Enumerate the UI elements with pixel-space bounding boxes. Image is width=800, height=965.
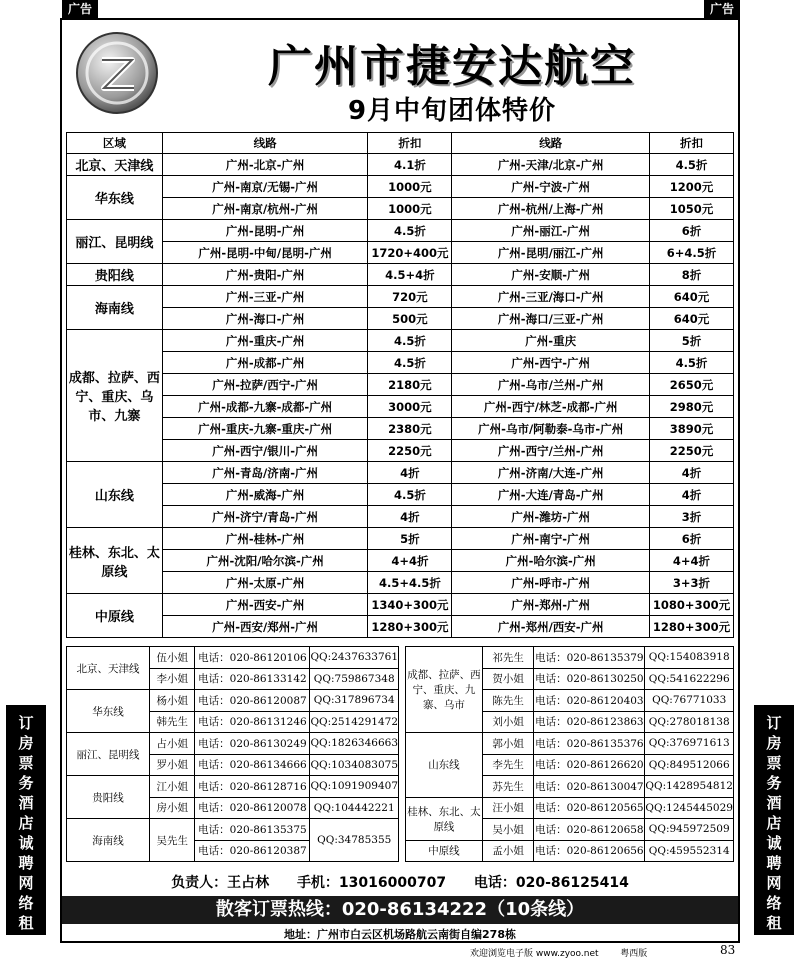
contact-name: 江小姐: [150, 776, 195, 798]
side-banner-right: [754, 705, 794, 952]
contact-phone: 电话：020-86120565: [534, 797, 645, 819]
discount-cell: 4+4折: [650, 550, 734, 572]
discount-cell: 4折: [650, 462, 734, 484]
contact-phone: 电话：020-86130250: [534, 668, 645, 690]
side-banner-char: 务: [766, 774, 782, 792]
discount-cell: 4.5+4折: [368, 264, 452, 286]
contact-name: 祁先生: [482, 647, 533, 669]
price-header-cell: 区域: [67, 133, 163, 154]
discount-cell: 2650元: [650, 374, 734, 396]
side-banner-left: [6, 705, 46, 952]
route-cell: 广州-郑州-广州: [452, 594, 650, 616]
route-cell: 广州-大连/青岛-广州: [452, 484, 650, 506]
discount-cell: 3+3折: [650, 572, 734, 594]
route-cell: 广州-昆明-广州: [162, 220, 368, 242]
discount-cell: 2250元: [368, 440, 452, 462]
contact-qq: QQ:317896734: [310, 690, 399, 712]
price-row: [67, 220, 734, 242]
route-cell: 广州-西安-广州: [162, 594, 368, 616]
contact-phone: 电话：020-86120078: [195, 797, 310, 819]
contact-region: 丽江、昆明线: [67, 733, 150, 776]
discount-cell: 2180元: [368, 374, 452, 396]
price-row: [67, 264, 734, 286]
contact-region: 中原线: [405, 840, 482, 862]
price-row: [67, 242, 734, 264]
discount-cell: 3折: [650, 506, 734, 528]
route-cell: 广州-青岛/济南-广州: [162, 462, 368, 484]
price-row: [67, 308, 734, 330]
discount-cell: 5折: [368, 528, 452, 550]
discount-cell: 4折: [368, 506, 452, 528]
z-circle-logo-icon: [74, 30, 160, 116]
discount-cell: 3000元: [368, 396, 452, 418]
contact-qq: QQ:945972509: [645, 819, 734, 841]
contact-name: 刘小姐: [482, 711, 533, 733]
advertisement-panel: [60, 18, 740, 943]
region-cell: 山东线: [67, 462, 163, 528]
discount-cell: 8折: [650, 264, 734, 286]
contact-name: 郭小姐: [482, 733, 533, 755]
side-banner-char: 聘: [18, 854, 34, 872]
discount-cell: 1000元: [368, 198, 452, 220]
side-banner-char: 票: [766, 754, 782, 772]
manager-info: [62, 872, 738, 892]
route-cell: 广州-拉萨/西宁-广州: [162, 374, 368, 396]
contact-phone: 电话：020-86135376: [534, 733, 645, 755]
contact-phone: 电话：020-86123863: [534, 711, 645, 733]
price-row: [67, 396, 734, 418]
price-row: [67, 462, 734, 484]
region-cell: 北京、天津线: [67, 154, 163, 176]
discount-cell: 4.5+4.5折: [368, 572, 452, 594]
contact-qq: QQ:76771033: [645, 690, 734, 712]
route-cell: 广州-重庆: [452, 330, 650, 352]
discount-cell: 4+4折: [368, 550, 452, 572]
contact-qq: QQ:278018138: [645, 711, 734, 733]
contact-name: 贺小姐: [482, 668, 533, 690]
contact-name: 吴先生: [150, 819, 195, 862]
discount-cell: 4.5折: [368, 220, 452, 242]
discount-cell: 640元: [650, 308, 734, 330]
price-row: [67, 484, 734, 506]
side-banner-char: 房: [18, 734, 34, 752]
contact-region: 贵阳线: [67, 776, 150, 819]
page-number: 83: [720, 943, 736, 957]
discount-cell: 2380元: [368, 418, 452, 440]
price-row: [67, 330, 734, 352]
contact-phone: 电话：020-86130249: [195, 733, 310, 755]
side-banner-char: 车: [766, 934, 782, 952]
contact-qq: QQ:34785355: [310, 819, 399, 862]
contact-phone: 电话：020-86126620: [534, 754, 645, 776]
contact-qq: QQ:1091909407: [310, 776, 399, 798]
contact-phone: 电话：020-86135379: [534, 647, 645, 669]
route-cell: 广州-宁波-广州: [452, 176, 650, 198]
contact-qq: QQ:1826346663: [310, 733, 399, 755]
contact-qq: QQ:541622296: [645, 668, 734, 690]
route-cell: 广州-乌市/兰州-广州: [452, 374, 650, 396]
region-cell: 桂林、东北、太原线: [67, 528, 163, 594]
price-header-cell: 折扣: [650, 133, 734, 154]
route-cell: 广州-太原-广州: [162, 572, 368, 594]
side-banner-char: 车: [18, 934, 34, 952]
price-row: [67, 418, 734, 440]
contact-phone: 电话：020-86120387: [195, 840, 310, 862]
contact-phone: 电话：020-86131246: [195, 711, 310, 733]
contact-region: 山东线: [405, 733, 482, 798]
route-cell: 广州-西宁/银川-广州: [162, 440, 368, 462]
price-row: [67, 616, 734, 638]
manager-phone: 电话：020-86125414: [473, 875, 629, 891]
discount-cell: 4.5折: [650, 154, 734, 176]
page-subtitle: 9月中旬团体特价: [347, 96, 557, 126]
contact-region: 成都、拉萨、西宁、重庆、九寨、乌市: [405, 647, 482, 733]
side-banner-char: 诚: [18, 834, 34, 852]
route-cell: 广州-重庆-九寨-重庆-广州: [162, 418, 368, 440]
route-cell: 广州-成都-九寨-成都-广州: [162, 396, 368, 418]
route-cell: 广州-南宁-广州: [452, 528, 650, 550]
region-cell: 丽江、昆明线: [67, 220, 163, 264]
contact-phone: 电话：020-86134666: [195, 754, 310, 776]
contact-qq: QQ:154083918: [645, 647, 734, 669]
contact-phone: 电话：020-86135375: [195, 819, 310, 841]
route-cell: 广州-西宁/兰州-广州: [452, 440, 650, 462]
price-row: [67, 154, 734, 176]
price-header-cell: 线路: [162, 133, 368, 154]
contact-name: 韩先生: [150, 711, 195, 733]
route-cell: 广州-呼市-广州: [452, 572, 650, 594]
manager-mobile: 手机：13016000707: [296, 875, 447, 891]
discount-cell: 1280+300元: [368, 616, 452, 638]
price-header-cell: 线路: [452, 133, 650, 154]
price-row: [67, 594, 734, 616]
route-cell: 广州-贵阳-广州: [162, 264, 368, 286]
discount-cell: 4折: [650, 484, 734, 506]
price-row: [67, 572, 734, 594]
side-banner-char: 诚: [766, 834, 782, 852]
contact-name: 吴小姐: [482, 819, 533, 841]
price-row: [67, 528, 734, 550]
route-cell: 广州-海口/三亚-广州: [452, 308, 650, 330]
side-banner-char: 租: [18, 914, 34, 932]
ad-tag-left: 广告: [62, 0, 98, 18]
contact-phone: 电话：020-86128716: [195, 776, 310, 798]
route-cell: 广州-乌市/阿勒泰-乌市-广州: [452, 418, 650, 440]
contact-name: 罗小姐: [150, 754, 195, 776]
contact-phone: 电话：020-86120106: [195, 647, 310, 669]
region-cell: 华东线: [67, 176, 163, 220]
contact-name: 伍小姐: [150, 647, 195, 669]
office-address: 地址：广州市白云区机场路航云南街自编278栋: [284, 928, 516, 941]
contact-qq: QQ:1245445029: [645, 797, 734, 819]
discount-cell: 1050元: [650, 198, 734, 220]
discount-cell: 6折: [650, 220, 734, 242]
price-row: [67, 352, 734, 374]
side-banner-char: 订: [766, 714, 782, 732]
contact-name: 苏先生: [482, 776, 533, 798]
route-cell: 广州-昆明/丽江-广州: [452, 242, 650, 264]
discount-cell: 1340+300元: [368, 594, 452, 616]
route-cell: 广州-南京/无锡-广州: [162, 176, 368, 198]
region-cell: 中原线: [67, 594, 163, 638]
contact-phone: 电话：020-86120656: [534, 840, 645, 862]
price-row: [67, 374, 734, 396]
route-cell: 广州-济宁/青岛-广州: [162, 506, 368, 528]
price-row: [67, 286, 734, 308]
route-cell: 广州-哈尔滨-广州: [452, 550, 650, 572]
route-cell: 广州-丽江-广州: [452, 220, 650, 242]
discount-cell: 2980元: [650, 396, 734, 418]
side-banner-char: 络: [18, 894, 34, 912]
contact-qq: QQ:849512066: [645, 754, 734, 776]
contact-qq: QQ:2437633761: [310, 647, 399, 669]
discount-cell: 1280+300元: [650, 616, 734, 638]
contact-name: 李先生: [482, 754, 533, 776]
contacts-divider: [399, 647, 406, 862]
route-cell: 广州-南京/杭州-广州: [162, 198, 368, 220]
discount-cell: 500元: [368, 308, 452, 330]
side-banner-char: 票: [18, 754, 34, 772]
contact-name: 李小姐: [150, 668, 195, 690]
side-banner-char: 网: [18, 874, 34, 892]
side-banner-char: 酒: [18, 794, 34, 812]
discount-cell: 2250元: [650, 440, 734, 462]
route-cell: 广州-潍坊-广州: [452, 506, 650, 528]
discount-cell: 4.1折: [368, 154, 452, 176]
discount-cell: 640元: [650, 286, 734, 308]
side-banner-char: 聘: [766, 854, 782, 872]
discount-cell: 4.5折: [650, 352, 734, 374]
discount-cell: 1000元: [368, 176, 452, 198]
ad-tag-right: 广告: [704, 0, 740, 18]
route-cell: 广州-三亚/海口-广州: [452, 286, 650, 308]
side-banner-char: 网: [766, 874, 782, 892]
route-cell: 广州-桂林-广州: [162, 528, 368, 550]
contacts-table: [66, 646, 734, 862]
contact-qq: QQ:376971613: [645, 733, 734, 755]
route-cell: 广州-天津/北京-广州: [452, 154, 650, 176]
region-cell: 海南线: [67, 286, 163, 330]
discount-cell: 1720+400元: [368, 242, 452, 264]
contact-name: 房小姐: [150, 797, 195, 819]
side-banner-char: 订: [18, 714, 34, 732]
contact-name: 孟小姐: [482, 840, 533, 862]
side-banner-char: 酒: [766, 794, 782, 812]
price-header-cell: 折扣: [368, 133, 452, 154]
page-footer: [470, 943, 790, 959]
discount-cell: 720元: [368, 286, 452, 308]
side-banner-char: 络: [766, 894, 782, 912]
contact-qq: QQ:459552314: [645, 840, 734, 862]
price-row: [67, 176, 734, 198]
route-cell: 广州-杭州/上海-广州: [452, 198, 650, 220]
side-banner-char: 租: [766, 914, 782, 932]
booking-hotline: 散客订票热线：020-86134222（10条线）: [62, 896, 738, 924]
page-title: 广州市捷安达航空: [268, 41, 636, 92]
contact-name: 陈先生: [482, 690, 533, 712]
route-cell: 广州-郑州/西安-广州: [452, 616, 650, 638]
price-row: [67, 198, 734, 220]
discount-cell: 4折: [368, 462, 452, 484]
manager-name: 负责人：王占林: [171, 875, 270, 891]
contact-row: [67, 647, 734, 669]
discount-cell: 4.5折: [368, 352, 452, 374]
contact-phone: 电话：020-86130047: [534, 776, 645, 798]
route-cell: 广州-重庆-广州: [162, 330, 368, 352]
contact-phone: 电话：020-86120658: [534, 819, 645, 841]
region-cell: 成都、拉萨、西宁、重庆、乌市、九寨: [67, 330, 163, 462]
contact-qq: QQ:1034083075: [310, 754, 399, 776]
side-banner-char: 房: [766, 734, 782, 752]
contact-name: 汪小姐: [482, 797, 533, 819]
route-cell: 广州-济南/大连-广州: [452, 462, 650, 484]
route-cell: 广州-威海-广州: [162, 484, 368, 506]
route-cell: 广州-北京-广州: [162, 154, 368, 176]
route-cell: 广州-成都-广州: [162, 352, 368, 374]
discount-cell: 4.5折: [368, 330, 452, 352]
region-cell: 贵阳线: [67, 264, 163, 286]
contact-phone: 电话：020-86120403: [534, 690, 645, 712]
price-header-row: [67, 133, 734, 154]
footer-edition: 粤西版: [620, 949, 648, 959]
contact-phone: 电话：020-86133142: [195, 668, 310, 690]
discount-cell: 3890元: [650, 418, 734, 440]
discount-cell: 1200元: [650, 176, 734, 198]
discount-cell: 5折: [650, 330, 734, 352]
route-cell: 广州-三亚-广州: [162, 286, 368, 308]
contact-qq: QQ:1428954812: [645, 776, 734, 798]
route-cell: 广州-西宁-广州: [452, 352, 650, 374]
contact-region: 海南线: [67, 819, 150, 862]
route-cell: 广州-海口-广州: [162, 308, 368, 330]
price-row: [67, 550, 734, 572]
contact-region: 华东线: [67, 690, 150, 733]
side-banner-char: 店: [766, 814, 782, 832]
route-cell: 广州-沈阳/哈尔滨-广州: [162, 550, 368, 572]
contact-region: 北京、天津线: [67, 647, 150, 690]
contact-region: 桂林、东北、太原线: [405, 797, 482, 840]
contact-qq: QQ:2514291472: [310, 711, 399, 733]
discount-cell: 6+4.5折: [650, 242, 734, 264]
contact-name: 占小姐: [150, 733, 195, 755]
route-cell: 广州-西安/郑州-广州: [162, 616, 368, 638]
contact-name: 杨小姐: [150, 690, 195, 712]
price-row: [67, 440, 734, 462]
price-table: [66, 132, 734, 638]
route-cell: 广州-西宁/林芝-成都-广州: [452, 396, 650, 418]
discount-cell: 1080+300元: [650, 594, 734, 616]
route-cell: 广州-安顺-广州: [452, 264, 650, 286]
contact-qq: QQ:759867348: [310, 668, 399, 690]
side-banner-char: 务: [18, 774, 34, 792]
price-row: [67, 506, 734, 528]
footer-website-text: 欢迎浏览电子版 www.zyoo.net: [470, 949, 599, 959]
contact-qq: QQ:104442221: [310, 797, 399, 819]
contact-phone: 电话：020-86120087: [195, 690, 310, 712]
discount-cell: 4.5折: [368, 484, 452, 506]
route-cell: 广州-昆明-中甸/昆明-广州: [162, 242, 368, 264]
discount-cell: 6折: [650, 528, 734, 550]
side-banner-char: 店: [18, 814, 34, 832]
